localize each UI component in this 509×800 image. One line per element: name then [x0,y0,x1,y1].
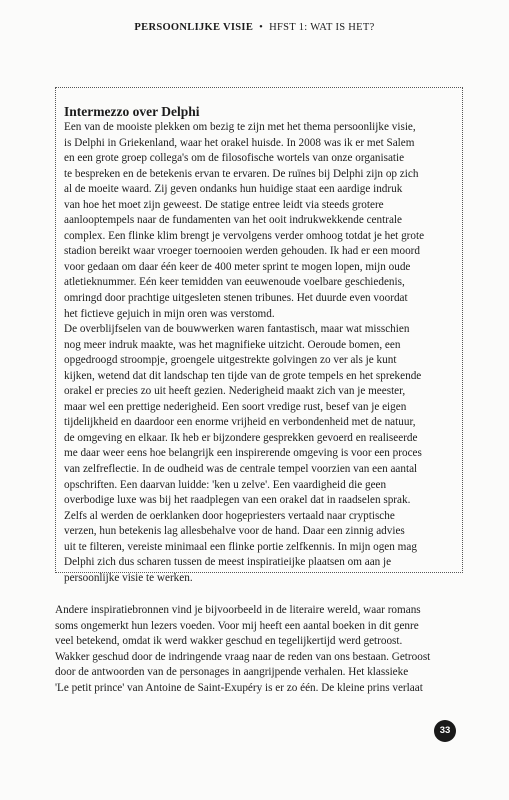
body-paragraph [55,603,469,696]
text-line: overbodige luxe was bij het raadplegen van een orakel dat in raadselen sprak. [64,494,411,507]
text-line: orakel er precies zo uit heeft gezien. Nederigheid maakt zich van je meester, [64,385,406,398]
body-text [55,603,469,696]
text-line: en een grote groep collega's om de filosofische wortels van onze organisatie [64,152,405,165]
intermezzo-paragraph-2 [64,322,456,586]
text-line: soms ongemerkt hun lezers voeden. Voor mij heeft een aantal boeken in dit genre [55,619,419,632]
text-line: Andere inspiratiebronnen vind je bijvoorbeeld in de literaire wereld, waar romans [55,604,421,616]
text-line: aanlooptempels naar de fundamenten van het ooit indrukwekkende centrale [64,214,402,227]
text-line: kijken, wetend dat dit landschap ten tijde van de grote tempels en het sprekende [64,369,422,382]
text-line: is Delphi in Griekenland, waar het orakel huisde. In 2008 was ik er met Salem [64,136,415,149]
text-line: door de antwoorden van de personages in aangrijpende verhalen. Het klassieke [55,666,409,678]
text-line: veel betekend, omdat ik werd wakker geschud en tegelijkertijd werd getroost. [55,635,403,647]
text-line: te bespreken en de betekenis ervan te ervaren. De ruïnes bij Delphi zijn op zich [64,167,419,180]
header-bullet: • [259,22,264,33]
text-line: Een van de mooiste plekken om bezig te zijn met het thema persoonlijke visie, [64,121,416,133]
text-line: atletieknummer. Eén keer temidden van eeuwenoude voelbare geschiedenis, [64,276,405,289]
text-line: maar wel een prettige nederigheid. Een soort vredige rust, besef van je eigen [64,400,407,413]
page-number: 33 [434,720,456,742]
text-line: tijdelijkheid en daardoor een enorme vrijheid en verbondenheid met de natuur, [64,416,416,429]
text-line: persoonlijke visie te werken. [64,571,193,584]
text-line: 'Le petit prince' van Antoine de Saint-Exupéry is er zo één. De kleine prins verlaat [55,681,423,694]
header-part-title: PERSOONLIJKE VISIE [134,22,254,33]
text-line: omringd door prachtige uitgesleten stenen tribunes. Het duurde even voordat [64,292,408,305]
text-line: Wakker geschud door de indringende vraag naar de reden van ons bestaan. Getroost [55,650,431,663]
text-line: verzen, hun betekenis lag allesbehalve voor de hand. Daar een zinnig advies [64,525,405,538]
text-line: het fictieve gejuich in mijn oren was verstomd. [64,307,275,320]
text-line: me daar weer eens hoe belangrijk een inspirerende omgeving is voor een proces [64,447,422,460]
text-line: stadion bereikt waar vroeger toernooien werden gehouden. Ik had er een moord [64,245,420,258]
intermezzo-paragraph-1 [64,120,456,322]
text-line: de omgeving en elkaar. Ik heb er bijzondere gesprekken gevoerd en realiseerde [64,431,418,444]
running-header [0,22,509,33]
intermezzo-title: Intermezzo over Delphi [64,104,200,119]
text-line: uit te filteren, vereiste minimaal een flinke portie zelfkennis. In mijn ogen mag [64,540,417,553]
text-line: complex. Een flinke klim brengt je vervolgens verder omhoog totdat je het grote [64,229,425,242]
text-line: nog meer indruk maakte, was het magnifieke uitzicht. Oeroude bomen, een [64,338,401,351]
header-chapter-title: HFST 1: WAT IS HET? [269,22,375,33]
intermezzo-box [55,87,463,584]
text-line: opgedroogd stroompje, groengele uitgestrekte golvingen zo ver als je kunt [64,354,397,367]
text-line: De overblijfselen van de bouwwerken waren fantastisch, maar wat misschien [64,323,410,336]
text-line: van zelfreflectie. In de oudheid was de centrale tempel voorzien van een aantal [64,463,418,476]
text-line: Zelfs al werden de oerklanken door hogepriesters vertaald naar cryptische [64,509,395,522]
text-line: opschriften. Een daarvan luidde: 'ken u zelve'. Een vaardigheid die geen [64,478,387,491]
text-line: van hoe het moet zijn geweest. De statige entree leidt via steeds grotere [64,198,384,211]
text-line: Delphi zich dus scharen tussen de meest inspiratieijke plaatsen om aan je [64,556,392,569]
text-line: voor gedaan om daar één keer de 400 meter sprint te mogen lopen, mijn oude [64,260,411,273]
text-line: al de moeite waard. Zij geven ondanks hun huidige staat een aardige indruk [64,183,403,196]
